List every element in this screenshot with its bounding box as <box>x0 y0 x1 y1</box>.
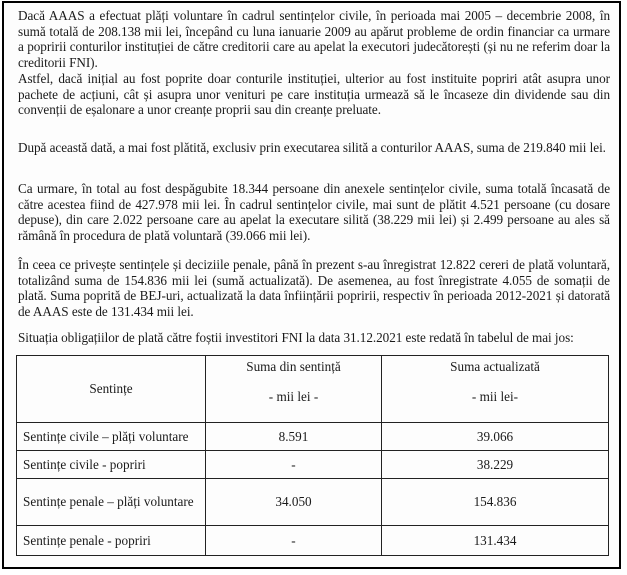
header-suma-sentinta-unit: - mii lei - <box>268 389 319 404</box>
table-row <box>17 479 609 526</box>
header-suma-sentinta <box>206 356 382 423</box>
obligations-table <box>16 355 609 556</box>
paragraph-plati-voluntare: Dacă AAAS a efectuat plăți voluntare în cadrul sentințelor civile, în perioada mai 2005 – decembrie 2008, în sumă totală de 208.138 mii lei, începând cu luna ianuarie 2009 au apărut probleme de ordin financiar ca urmare a popririi conturilor instituției de către creditorii care au apelat la executori judecătorești (și nu ne referim doar la creditorii FNI). <box>18 8 610 70</box>
header-suma-actualizata-title: Suma actualizată <box>450 359 540 374</box>
row-label: Sentințe penale - popriri <box>17 526 206 556</box>
row-label: Sentințe penale – plăți voluntare <box>17 479 206 526</box>
row-label: Sentințe civile – plăți voluntare <box>17 423 206 451</box>
header-suma-actualizata-unit: - mii lei- <box>471 389 519 404</box>
row-suma-actualizata: 131.434 <box>382 526 609 556</box>
row-suma-sentinta: 8.591 <box>206 423 382 451</box>
paragraph-sentinte-penale: În ceea ce privește sentințele și deciziile penale, până în prezent s-au înregistrat 12.822 cereri de plată voluntară, totalizând suma de 154.836 mii lei (sumă actualizată). De asemenea, au fost înregistrate 4.055 de somații de plată. Suma poprită de BEJ-uri, actualizată la data înființării popririi, respectiv în perioada 2012-2021 și datorată de AAAS este de 131.434 mii lei. <box>18 257 610 319</box>
row-label: Sentințe civile - popriri <box>17 451 206 479</box>
paragraph-persoane-despagubite: Ca urmare, în total au fost despăgubite 18.344 persoane din anexele sentințelor civile, suma totală încasată de către acestea fiind de 427.978 mii lei. În cadrul sentințelor civile, mai sunt de plătit 4.521 persoane (cu dosare depuse), din care 2.022 persoane care au apelat la executare silită (38.229 mii lei) și 2.499 persoane au ales să rămână în procedura de plată voluntară (39.066 mii lei). <box>18 181 610 243</box>
row-suma-actualizata: 154.836 <box>382 479 609 526</box>
row-suma-actualizata: 38.229 <box>382 451 609 479</box>
table-row <box>17 526 609 556</box>
table-row <box>17 423 609 451</box>
paragraph-popriri: Astfel, dacă inițial au fost poprite doar conturile instituției, ulterior au fost instituite popriri atât asupra unor pachete de acțiuni, cât și asupra unor venituri pe care instituția urmează să le încaseze din dividende sau din convenții de eșalonare a unor creanțe proprii sau din creanțe preluate. <box>18 71 610 118</box>
row-suma-sentinta: - <box>206 526 382 556</box>
paragraph-situatia-obligatiilor: Situația obligațiilor de plată către foștii investitori FNI la data 31.12.2021 este redată în tabelul de mai jos: <box>18 330 574 345</box>
header-suma-actualizata <box>382 356 609 423</box>
document-page <box>2 1 621 569</box>
paragraph-executare-silita: După această dată, a mai fost plătită, exclusiv prin executarea silită a conturilor AAAS, suma de 219.840 mii lei. <box>18 140 606 155</box>
header-sentinte: Sentințe <box>17 356 206 423</box>
row-suma-sentinta: - <box>206 451 382 479</box>
header-suma-sentinta-title: Suma din sentință <box>246 359 341 374</box>
row-suma-sentinta: 34.050 <box>206 479 382 526</box>
table-row <box>17 451 609 479</box>
table-header-row <box>17 356 609 423</box>
row-suma-actualizata: 39.066 <box>382 423 609 451</box>
